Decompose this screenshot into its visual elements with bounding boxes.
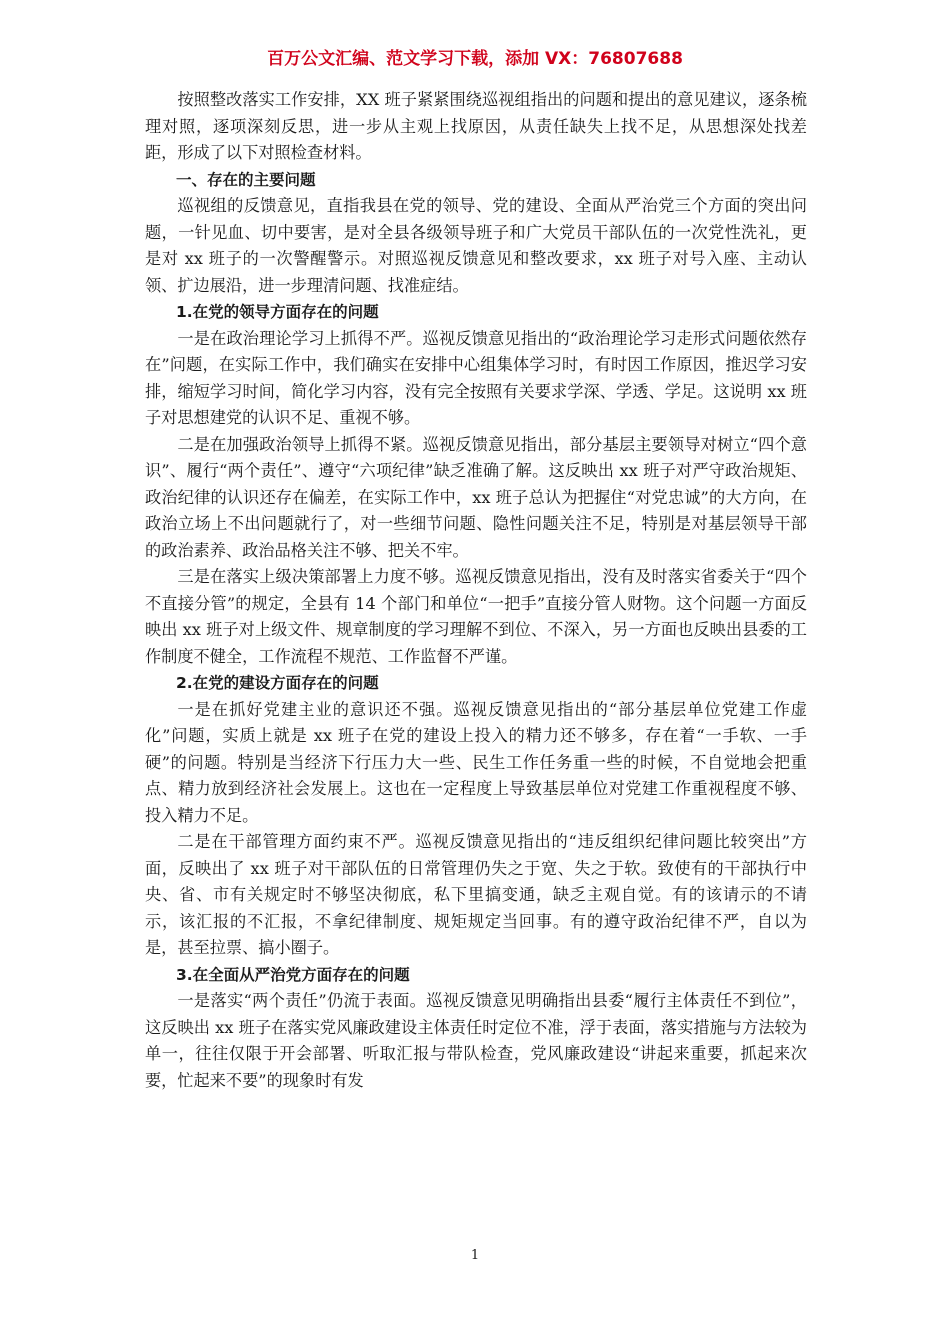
paragraph-intro: 按照整改落实工作安排，XX 班子紧紧围绕巡视组指出的问题和提出的意见建议，逐条梳理对照，逐项深刻反思，进一步从主观上找原因，从责任缺失上找不足，从思想深处找差距，形成了以下对照检查材料。: [145, 90, 807, 162]
section-heading-1: 一、存在的主要问题: [176, 170, 316, 189]
page-header: 百万公文汇编、范文学习下载，添加 VX：76807688: [267, 49, 683, 69]
paragraph: 三是在落实上级决策部署上力度不够。巡视反馈意见指出，没有及时落实省委关于“四个不直接分管”的规定，全县有 14 个部门和单位“一把手”直接分管人财物。这个问题一方面反映出 xx 班子对上级文件、规章制度的学习理解不到位、不深入，另一方面也反映出县委的工作制度不健全，工作流程不规范、工作监督不严谨。: [145, 567, 807, 666]
subsection-heading-3: 3.在全面从严治党方面存在的问题: [176, 965, 410, 984]
paragraph: 一是在政治理论学习上抓得不严。巡视反馈意见指出的“政治理论学习走形式问题依然存在”问题，在实际工作中，我们确实在安排中心组集体学习时，有时因工作原因，推迟学习安排，缩短学习时间，简化学习内容，没有完全按照有关要求学深、学透、学足。这说明 xx 班子对思想建党的认识不足、重视不够。: [145, 328, 807, 427]
subsection-heading-2: 2.在党的建设方面存在的问题: [176, 674, 379, 692]
paragraph: 二是在加强政治领导上抓得不紧。巡视反馈意见指出，部分基层主要领导对树立“四个意识”、履行“两个责任”、遵守“六项纪律”缺乏准确了解。这反映出 xx 班子对严守政治规矩、政治纪律的认识还存在偏差，在实际工作中，xx 班子总认为把握住“对党忠诚”的大方向，在政治立场上不出问题就行了，对一些细节问题、隐性问题关注不足，特别是对基层领导干部的政治素养、政治品格关注不够、把关不牢。: [145, 434, 807, 560]
page-number: 1: [470, 1248, 480, 1263]
paragraph: 一是在抓好党建主业的意识还不强。巡视反馈意见指出的“部分基层单位党建工作虚化”问题，实质上就是 xx 班子在党的建设上投入的精力还不够多，存在着“一手软、一手硬”的问题。特别是当经济下行压力大一些、民生工作任务重一些的时候，不自觉地会把重点、精力放到经济社会发展上。这也在一定程度上导致基层单位对党建工作重视程度不够、投入精力不足。: [145, 699, 807, 825]
subsection-heading-1: 1.在党的领导方面存在的问题: [176, 303, 379, 321]
paragraph: 一是落实“两个责任”仍流于表面。巡视反馈意见明确指出县委“履行主体责任不到位”，这反映出 xx 班子在落实党风廉政建设主体责任时定位不准，浮于表面，落实措施与方法较为单一，往往仅限于开会部署、听取汇报与带队检查，党风廉政建设“讲起来重要，抓起来次要，忙起来不要”的现象时有发: [145, 991, 807, 1090]
paragraph: 巡视组的反馈意见，直指我县在党的领导、党的建设、全面从严治党三个方面的突出问题，一针见血、切中要害，是对全县各级领导班子和广大党员干部队伍的一次党性洗礼，更是对 xx 班子的一次警醒警示。对照巡视反馈意见和整改要求，xx 班子对号入座、主动认领、扩边展沿，进一步理清问题、找准症结。: [145, 196, 807, 295]
document-body: [145, 87, 807, 1094]
paragraph: 二是在干部管理方面约束不严。巡视反馈意见指出的“违反组织纪律问题比较突出”方面，反映出了 xx 班子对干部队伍的日常管理仍失之于宽、失之于软。致使有的干部执行中央、省、市有关规定时不够坚决彻底，私下里搞变通，缺乏主观自觉。有的该请示的不请示，该汇报的不汇报，不拿纪律制度、规矩规定当回事。有的遵守政治纪律不严，自以为是，甚至拉票、搞小圈子。: [145, 832, 807, 957]
